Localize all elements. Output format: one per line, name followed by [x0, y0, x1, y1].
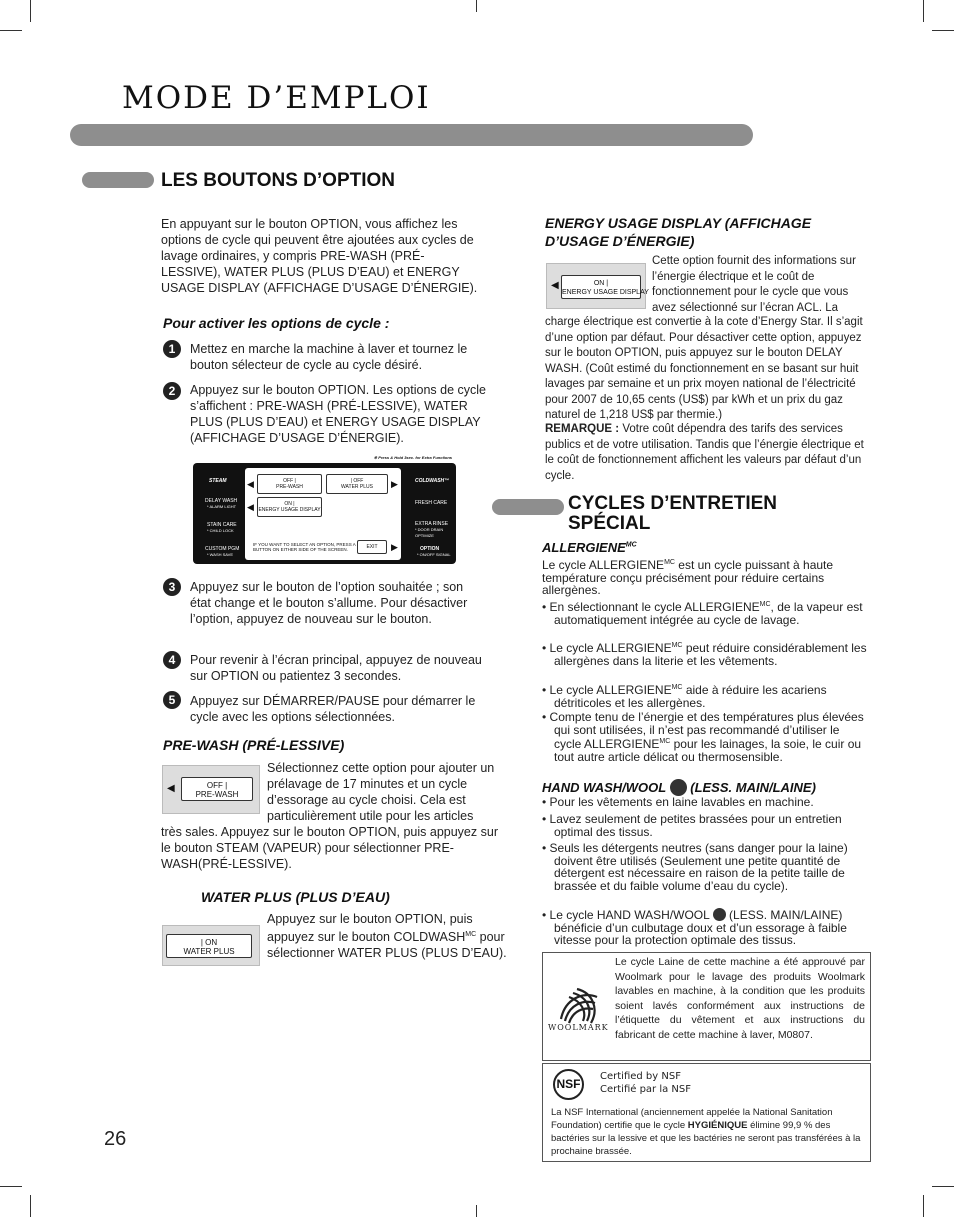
- prewash-display: [162, 765, 260, 814]
- prewash-display-screen: [181, 777, 253, 801]
- energy-display: [546, 263, 649, 309]
- panel-label-door-drain: * DOOR DRAIN OPTIMIZE: [415, 527, 444, 538]
- exit-label: EXIT: [366, 544, 378, 550]
- bullet-text-b: (LESS. MAIN/LAINE) bénéficie d’un culbutage doux et d’un essorage à faible vitesse pour la protection optimale des tissus.: [554, 908, 847, 947]
- nsf-text-a: La NSF International (anciennement appelée la National Sanitation Foundation) certifie que le cycle: [551, 1107, 833, 1131]
- activate-heading: Pour activer les options de cycle :: [163, 315, 390, 331]
- panel-label-fresh-care: FRESH CARE: [415, 500, 448, 506]
- option-prewash-state: OFF |: [283, 478, 296, 484]
- allergiene-bullet: [542, 640, 867, 667]
- crop-mark: [932, 1186, 954, 1187]
- step-number: 3: [163, 578, 181, 596]
- crop-mark: [30, 1195, 31, 1217]
- trademark-sup: MC: [625, 541, 637, 549]
- option-prewash: [257, 474, 322, 494]
- step-number: 1: [163, 340, 181, 358]
- crop-mark: [0, 1186, 22, 1187]
- step-text: Appuyez sur DÉMARRER/PAUSE pour démarrer le cycle avec les options sélectionnées.: [190, 694, 476, 724]
- control-panel-illustration: [193, 455, 456, 564]
- options-intro: En appuyant sur le bouton OPTION, vous affichez les options de cycle qui peuvent être ajoutées aux cycles de lavage ordinaires, y compris PRE-WASH (PRÉ-LESSIVE), WATER PLUS (PLUS D’EAU) et ENERGY USAGE DISPLAY (AFFICHAGE D’USAGE D’ÉNERGIE).: [161, 217, 478, 295]
- option-energy-state: ON |: [284, 501, 295, 507]
- step-number: 5: [163, 691, 181, 709]
- bullet-text-a: • Compte tenu de l’énergie et des températures plus élevées qui sont utilisées, il n’est pas recommandé d’utiliser le cycle ALLERGIENE: [542, 710, 864, 751]
- section-marker: [82, 172, 154, 188]
- step-text: Appuyez sur le bouton OPTION. Les options de cycle s’affichent : PRE-WASH (PRÉ-LESSIVE), WATER PLUS (PLUS D’EAU) et ENERGY USAGE DISPLAY (AFFICHAGE D’USAGE D’ÉNERGIE).: [190, 383, 486, 445]
- trademark-sup: MC: [671, 642, 683, 649]
- panel-label-coldwash: COLDWASH™: [415, 478, 450, 484]
- bullet-text-a: • Le cycle HAND WASH/WOOL: [542, 908, 710, 922]
- crop-mark: [923, 1195, 924, 1217]
- section-heading-cycles-line2: SPÉCIAL: [568, 513, 651, 534]
- title-bar: [70, 124, 753, 146]
- handwash-bullet: • Seuls les détergents neutres (sans danger pour la laine) doivent être utilisés (Seulement une petite quantité de détergent est nécessaire en raison de la petite taille de brassée et du faible volume d’eau du cycle).: [542, 841, 848, 893]
- step-text: Pour revenir à l’écran principal, appuyez de nouveau sur OPTION ou patientez 3 secondes.: [190, 653, 482, 683]
- crop-mark: [476, 0, 477, 12]
- waterplus-text-b: pour sélectionner WATER PLUS (PLUS D’EAU).: [267, 930, 507, 961]
- panel-label-alarm-light: * ALARM LIGHT: [207, 504, 237, 509]
- crop-mark: [0, 30, 22, 31]
- allergiene-intro-a: Le cycle ALLERGIENE: [542, 558, 665, 572]
- waterplus-display-state: | ON: [200, 938, 218, 947]
- energy-display-label: ENERGY USAGE DISPLAY: [562, 289, 649, 296]
- energy-heading-line2: D’USAGE D’ÉNERGIE): [545, 233, 695, 249]
- panel-hint: ※ Press & Hold 3sec. for Extra Functions: [373, 455, 452, 460]
- waterplus-text: [267, 911, 519, 961]
- prewash-text-side: Sélectionnez cette option pour ajouter un prélavage de 17 minutes et un cycle d’essorage au cycle choisi. Cela est particulièrement utile pour les articles: [267, 761, 495, 823]
- waterplus-display-label: WATER PLUS: [183, 947, 235, 956]
- woolmark-box: [542, 952, 871, 1061]
- right-arrow-icon: ▶: [391, 479, 398, 489]
- allergiene-heading-text: ALLERGIENE: [542, 540, 626, 555]
- allergiene-bullet: [542, 711, 867, 763]
- nsf-text-b: élimine 99,9 % des bactéries sur la lessive et que les bactéries ne seront pas transférées à la prochaine brassée.: [551, 1120, 861, 1157]
- option-energy-usage: [257, 497, 322, 517]
- woolmark-logo-text: WOOLMARK: [548, 1023, 609, 1032]
- bullet-text-b: aide à réduire les acariens détriticoles et les allergènes.: [554, 683, 827, 710]
- section-marker: [492, 499, 564, 515]
- right-arrow-icon: ▶: [391, 542, 398, 552]
- left-arrow-icon: ◀: [247, 479, 254, 489]
- trademark-sup: MC: [465, 931, 477, 938]
- option-water-plus: [326, 474, 388, 494]
- waterplus-heading: WATER PLUS (PLUS D’EAU): [201, 889, 390, 905]
- waterplus-display-screen: [166, 934, 252, 958]
- allergiene-bullet: [542, 682, 867, 709]
- option-water-label: WATER PLUS: [341, 484, 373, 490]
- handwash-bullet: • Pour les vêtements en laine lavables en machine.: [542, 795, 814, 809]
- prewash-heading: PRE-WASH (PRÉ-LESSIVE): [163, 737, 345, 753]
- energy-text-side: Cette option fournit des informations sur l’énergie électrique et le coût de fonctionnement pour le cycle que vous avez sélectionné sur l’écran ACL. La: [652, 255, 856, 314]
- remark-text: Votre coût dépendra des tarifs des services publics et de votre utilisation. Tandis que l’énergie électrique et le coût de fonctionnement affichent les valeurs par défaut d’un cycle.: [545, 423, 864, 482]
- woolmark-text: Le cycle Laine de cette machine a été approuvé par Woolmark pour le lavage des produits Woolmark lavables en machine, à la condition que les produits soient lavés conformément aux instructions de l’étiquette du vêtement et aux instructions du fabricant de cette machine à laver, M0807.: [615, 956, 865, 1041]
- nsf-logo-text: NSF: [556, 1077, 581, 1091]
- bullet-text-a: • Le cycle ALLERGIENE: [542, 641, 672, 655]
- nsf-text: [551, 1106, 863, 1158]
- nsf-logo-icon: [553, 1069, 584, 1100]
- bullet-text-b: , de la vapeur est automatiquement intégrée au cycle de lavage.: [554, 600, 863, 627]
- option-water-state: | OFF: [350, 478, 364, 484]
- nsf-box: [542, 1063, 871, 1162]
- energy-remark: [545, 422, 870, 484]
- energy-display-state: ON |: [593, 280, 609, 287]
- bullet-text-a: • En sélectionnant le cycle ALLERGIENE: [542, 600, 760, 614]
- step-text: Mettez en marche la machine à laver et tournez le bouton sélecteur de cycle au cycle désiré.: [190, 342, 468, 372]
- panel-screen: [245, 468, 401, 560]
- page-number: 26: [104, 1128, 127, 1150]
- trademark-sup: MC: [671, 684, 683, 691]
- step-number: 2: [163, 382, 181, 400]
- step-text: Appuyez sur le bouton de l’option souhaitée ; son état change et le bouton s’allume. Pour désactiver l’option, appuyez de nouveau sur le bouton.: [190, 580, 468, 626]
- panel-label-steam: STEAM: [209, 478, 227, 484]
- trademark-sup: MC: [759, 601, 771, 608]
- panel-label-stain-care: STAIN CARE: [207, 522, 237, 528]
- panel-label-option: OPTION: [420, 546, 440, 552]
- section-heading-options: LES BOUTONS D’OPTION: [161, 170, 396, 191]
- allergiene-intro: [542, 557, 867, 597]
- panel-label-delay-wash: DELAY WASH: [205, 498, 238, 504]
- energy-text-full: charge électrique est convertie à la cote d’Energy Star. Il s’agit d’une option par défaut. Pour désactiver cette option, appuyez sur le bouton OPTION, puis appuyez sur le bouton DELAY WASH. (Coût estimé du fonctionnement en se basant sur huit lavages par semaine et un prix moyen national de l’électricité pour 2007 de 10,65 cents (US$) par kWh et un prix du gaz naturel de 1,218 US$ par thermie.): [545, 316, 863, 421]
- handwash-bullet: • Lavez seulement de petites brassées pour un entretien optimal des tissus.: [542, 812, 842, 839]
- left-arrow-icon: ◀: [551, 280, 559, 291]
- allergiene-heading: [542, 540, 637, 555]
- crop-mark: [923, 0, 924, 22]
- exit-button: [357, 540, 387, 554]
- wool-icon: [670, 779, 687, 796]
- bullet-text-b: pour les lainages, la soie, le cuir ou tout autre article délicat ou thermosensible.: [554, 737, 862, 764]
- bullet-text-b: peut réduire considérablement les allergènes dans la literie et les vêtements.: [554, 641, 867, 668]
- energy-heading-line1: ENERGY USAGE DISPLAY (AFFICHAGE: [545, 215, 812, 231]
- panel-label-custom-pgm: CUSTOM PGM: [205, 546, 240, 552]
- trademark-sup: MC: [664, 559, 675, 566]
- panel-label-on-off-signal: * ON/OFF SIGNAL: [417, 552, 451, 557]
- handwash-bullet: [542, 908, 872, 947]
- nsf-certified-en: Certified by NSF: [600, 1071, 681, 1082]
- panel-label-extra-rinse: EXTRA RINSE: [415, 521, 449, 527]
- allergiene-bullet: [542, 599, 867, 626]
- crop-mark: [30, 0, 31, 22]
- option-energy-label: ENERGY USAGE DISPLAY: [258, 507, 321, 513]
- wool-icon: [713, 908, 726, 921]
- waterplus-text-a: Appuyez sur le bouton OPTION, puis appuyez sur le bouton COLDWASH: [267, 912, 473, 945]
- step-number: 4: [163, 651, 181, 669]
- crop-mark: [476, 1205, 477, 1217]
- option-prewash-label: PRE-WASH: [276, 484, 303, 490]
- energy-display-screen: [561, 275, 649, 299]
- left-arrow-icon: ◀: [167, 783, 175, 794]
- remark-label: REMARQUE :: [545, 423, 620, 435]
- prewash-display-state: OFF |: [206, 781, 228, 790]
- allergiene-intro-b: est un cycle puissant à haute température conçu précisément pour réduire certains allergènes.: [542, 558, 834, 597]
- crop-mark: [932, 30, 954, 31]
- prewash-text-full: très sales. Appuyez sur le bouton OPTION, puis appuyez sur le bouton STEAM (VAPEUR) pour sélectionner PRE-WASH(PRÉ-LESSIVE).: [161, 825, 498, 871]
- panel-instructions: IF YOU WANT TO SELECT AN OPTION, PRESS A BUTTON ON EITHER SIDE OF THE SCREEN.: [253, 542, 356, 552]
- handwash-heading-b: (LESS. MAIN/LAINE): [690, 780, 816, 795]
- page-title: MODE D’EMPLOI: [122, 80, 431, 116]
- handwash-heading-a: HAND WASH/WOOL: [542, 780, 666, 795]
- bullet-text-a: • Le cycle ALLERGIENE: [542, 683, 672, 697]
- panel-label-wash-save: * WASH SAVE: [207, 552, 234, 557]
- handwash-heading: [542, 779, 816, 796]
- section-heading-cycles-line1: CYCLES D’ENTRETIEN: [568, 493, 778, 514]
- left-arrow-icon: ◀: [247, 502, 254, 512]
- panel-label-child-lock: * CHILD LOCK: [207, 528, 234, 533]
- nsf-text-bold: HYGIÉNIQUE: [687, 1120, 748, 1131]
- nsf-certified-fr: Certifié par la NSF: [600, 1084, 692, 1095]
- trademark-sup: MC: [659, 738, 671, 745]
- prewash-display-label: PRE-WASH: [195, 790, 239, 799]
- waterplus-display: [162, 925, 260, 966]
